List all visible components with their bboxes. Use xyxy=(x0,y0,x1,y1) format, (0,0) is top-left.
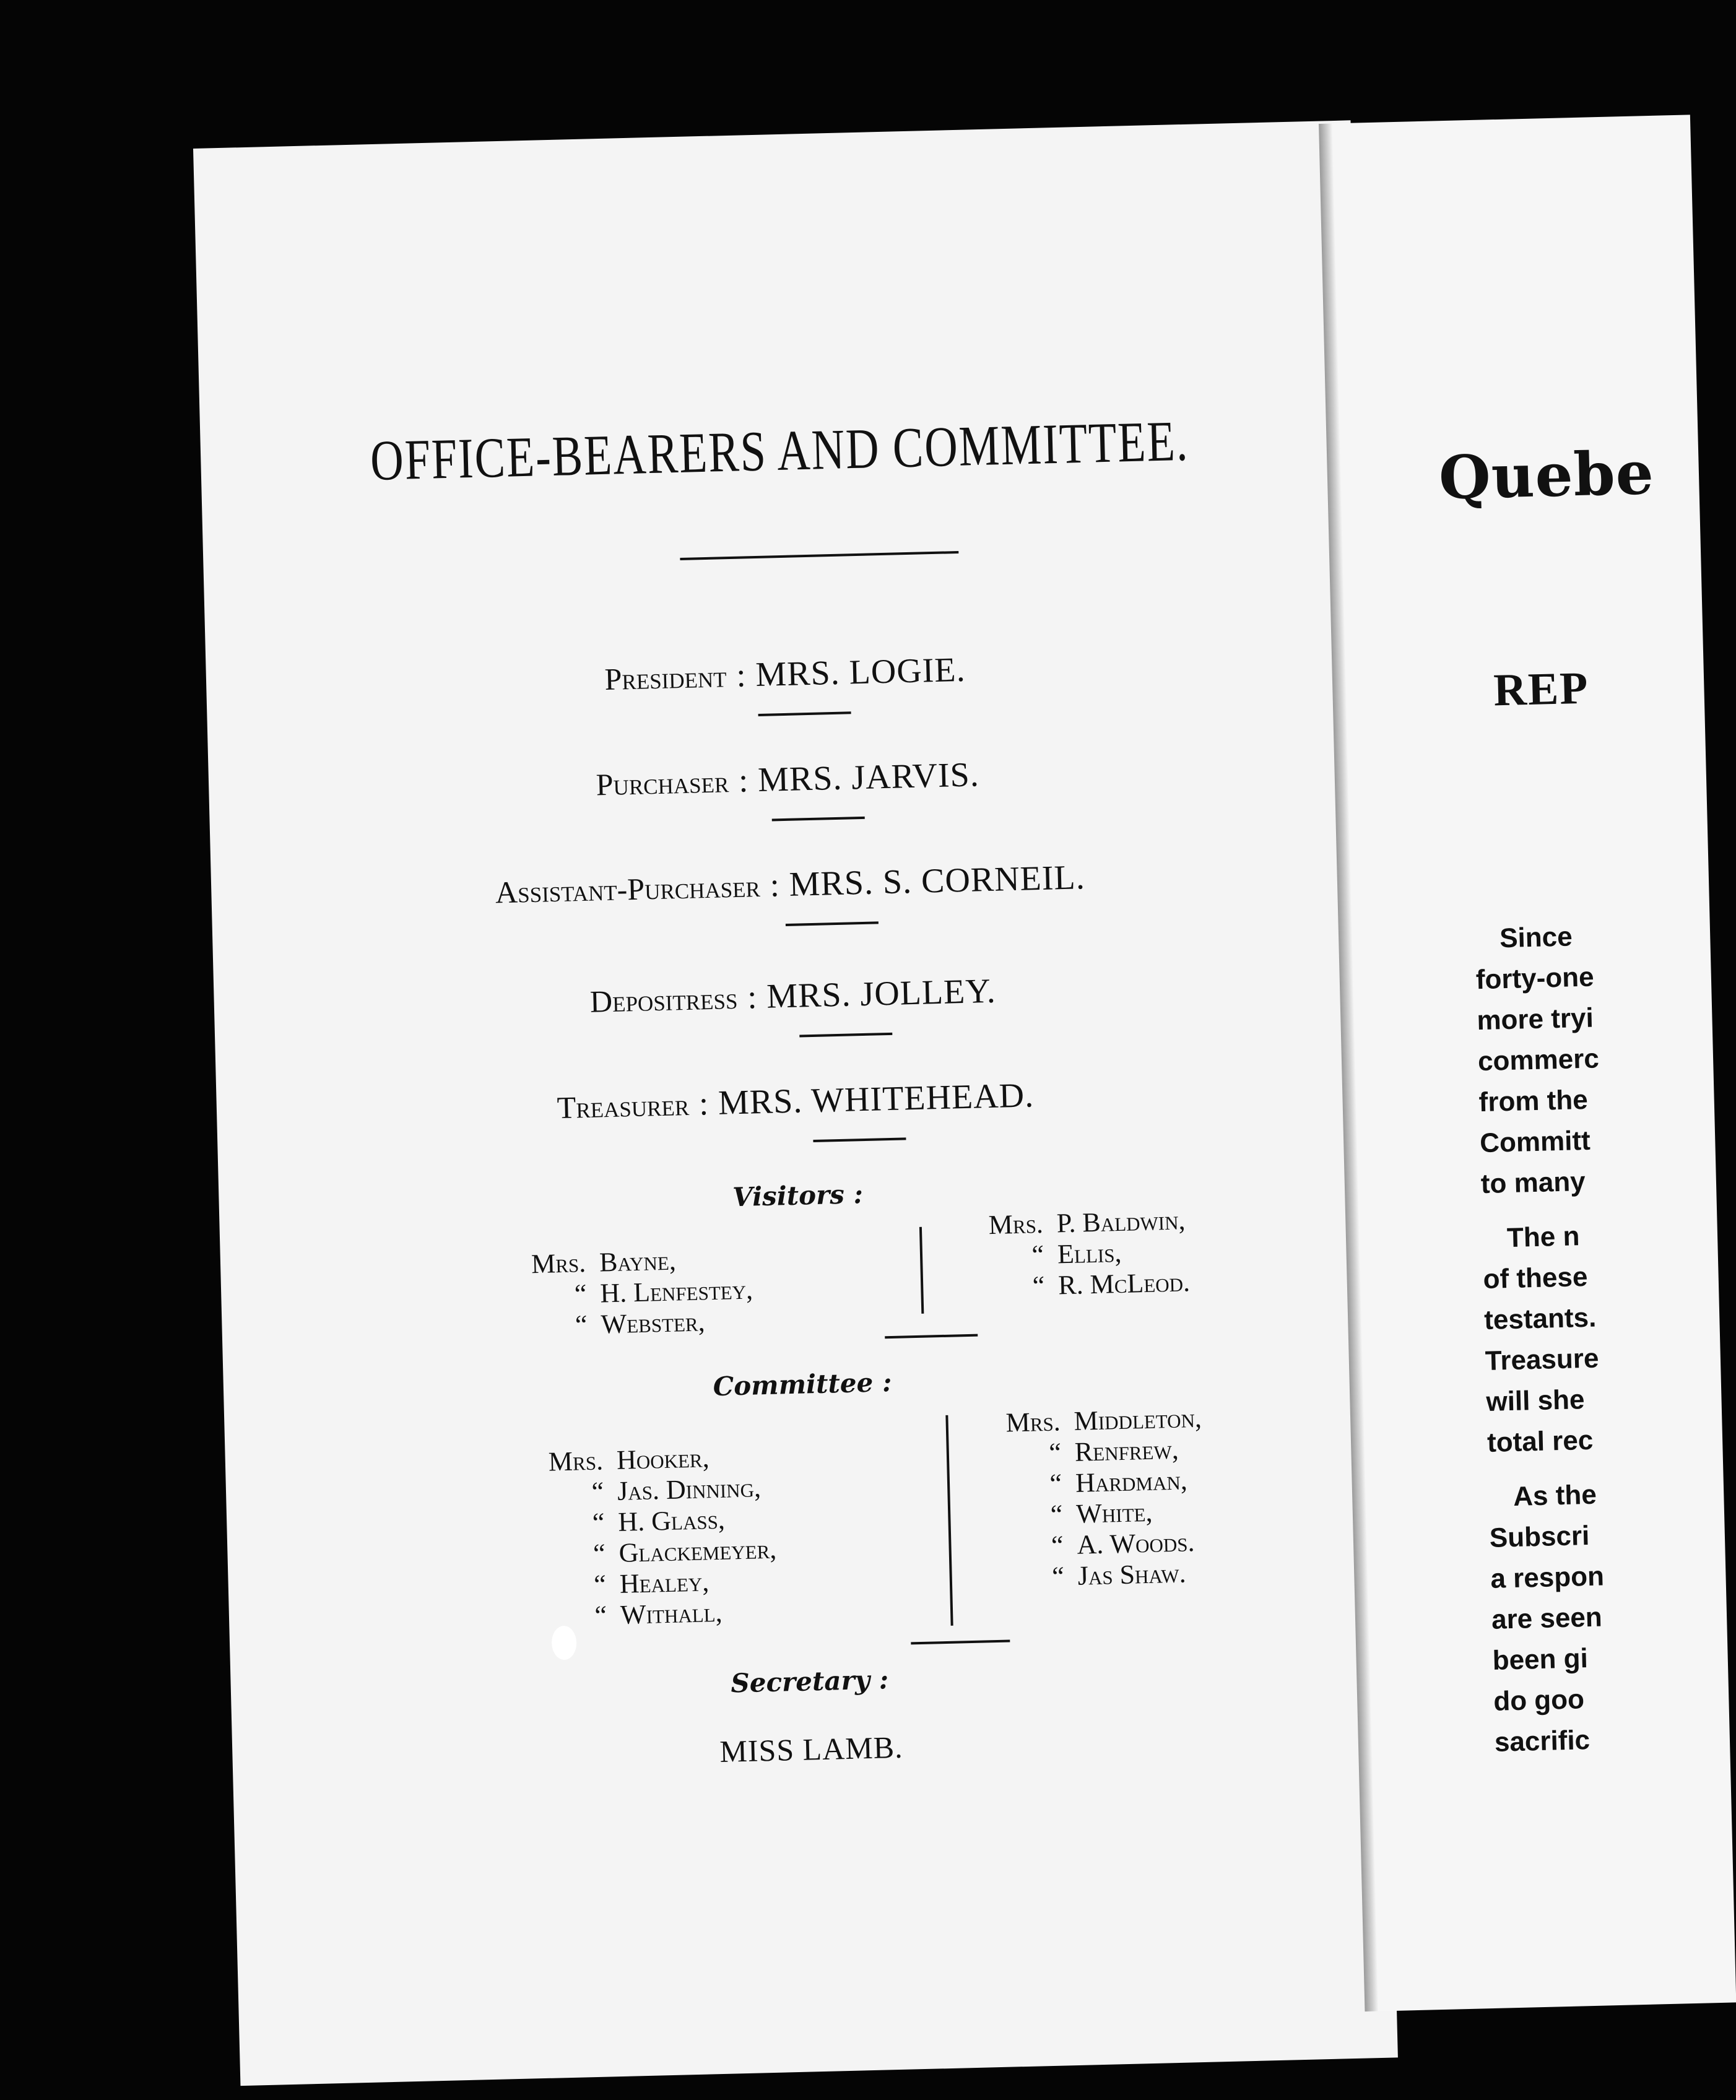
member-prefix: Mrs. xyxy=(531,1247,586,1280)
member-row xyxy=(989,1527,1205,1563)
office-separator: : xyxy=(747,978,757,1016)
text-line-fragment: Subscri xyxy=(1489,1521,1590,1553)
office-rule xyxy=(772,817,865,822)
member-row xyxy=(986,1403,1202,1439)
visitors-heading: Visitors : xyxy=(732,1179,864,1213)
member-row xyxy=(970,1267,1191,1303)
member-name: Renfrew, xyxy=(1074,1434,1179,1467)
committee-left-column xyxy=(528,1441,778,1633)
visitors-divider xyxy=(919,1227,924,1314)
text-line-fragment: Committ xyxy=(1479,1125,1591,1159)
secretary-heading: Secretary : xyxy=(730,1664,889,1699)
member-prefix: “ xyxy=(575,1309,588,1340)
office-holder-name: MRS. JOLLEY. xyxy=(766,971,997,1016)
page-title: OFFICE-BEARERS AND COMMITTEE. xyxy=(370,409,1190,493)
text-line-fragment: total rec xyxy=(1486,1425,1594,1458)
office-role: Assistant-Purchaser xyxy=(495,868,761,910)
text-line-fragment: will she xyxy=(1485,1384,1586,1417)
visitors-right-column xyxy=(968,1205,1190,1303)
text-line-fragment: forty-one xyxy=(1475,961,1595,996)
office-rule xyxy=(813,1137,906,1142)
member-name: Withall, xyxy=(620,1597,723,1630)
member-prefix: “ xyxy=(1032,1270,1045,1301)
member-prefix: “ xyxy=(591,1476,604,1507)
office-separator: : xyxy=(738,761,749,799)
member-name: P. Baldwin, xyxy=(1056,1205,1186,1239)
member-name: Glackemeyer, xyxy=(618,1534,777,1568)
member-prefix: “ xyxy=(1048,1437,1062,1468)
office-entry xyxy=(206,640,1365,708)
office-holder-name: MRS. WHITEHEAD. xyxy=(718,1076,1035,1122)
office-separator: : xyxy=(769,866,780,904)
office-rule xyxy=(786,921,879,926)
office-holder-name: MRS. LOGIE. xyxy=(755,650,966,695)
office-holder-name: MRS. JARVIS. xyxy=(757,755,980,800)
member-row xyxy=(513,1305,754,1342)
member-row xyxy=(529,1472,776,1509)
member-prefix: “ xyxy=(592,1538,606,1569)
member-prefix: “ xyxy=(1031,1239,1044,1270)
office-separator: : xyxy=(736,656,747,694)
visitors-left-column xyxy=(511,1243,754,1342)
right-page xyxy=(1319,115,1736,2011)
committee-rule xyxy=(911,1639,1010,1644)
member-name: R. McLeod. xyxy=(1057,1267,1191,1301)
office-entry xyxy=(209,745,1367,814)
member-prefix: “ xyxy=(1049,1468,1062,1499)
member-name: Hooker, xyxy=(616,1443,710,1475)
member-prefix: “ xyxy=(1050,1499,1063,1530)
text-line-fragment: The n xyxy=(1506,1221,1580,1254)
text-line-fragment: been gi xyxy=(1492,1643,1589,1676)
office-role: Purchaser xyxy=(596,764,729,802)
text-line-fragment: to many xyxy=(1480,1166,1586,1200)
member-name: Hardman, xyxy=(1075,1465,1188,1498)
left-page xyxy=(193,120,1398,2086)
title-divider xyxy=(680,551,958,560)
member-prefix: Mrs. xyxy=(548,1445,604,1477)
member-prefix: “ xyxy=(593,1569,607,1600)
paper-speck xyxy=(551,1626,576,1660)
text-line-fragment: from the xyxy=(1478,1084,1589,1118)
member-name: Jas Shaw. xyxy=(1077,1558,1187,1591)
member-row xyxy=(531,1534,777,1571)
text-line-fragment: sacrific xyxy=(1494,1725,1591,1758)
office-role: President xyxy=(604,659,727,697)
office-entry xyxy=(216,1067,1374,1135)
text-line-fragment: Treasure xyxy=(1485,1343,1599,1377)
member-row xyxy=(512,1274,753,1311)
member-prefix: “ xyxy=(592,1507,605,1538)
member-name: Middleton, xyxy=(1074,1402,1202,1436)
visitors-rule xyxy=(885,1334,978,1339)
member-row xyxy=(987,1465,1204,1501)
office-role: Treasurer xyxy=(557,1087,690,1126)
member-name: Healey, xyxy=(619,1566,710,1599)
office-entry xyxy=(214,962,1372,1030)
office-rule xyxy=(758,711,851,716)
member-row xyxy=(969,1236,1189,1272)
member-name: Webster, xyxy=(600,1306,706,1340)
text-line-fragment: Since xyxy=(1499,921,1573,954)
member-name: White, xyxy=(1075,1496,1153,1529)
office-entry xyxy=(211,851,1369,919)
office-holder-name: MRS. S. CORNEIL. xyxy=(788,858,1086,904)
right-page-text xyxy=(1474,916,1616,1763)
office-rule xyxy=(799,1033,892,1038)
member-row xyxy=(968,1205,1189,1241)
member-prefix: “ xyxy=(574,1278,587,1309)
member-prefix: “ xyxy=(594,1600,607,1631)
member-prefix: “ xyxy=(1051,1561,1065,1592)
member-prefix: Mrs. xyxy=(988,1208,1044,1241)
text-line-fragment: a respon xyxy=(1490,1561,1605,1594)
text-line-fragment: are seen xyxy=(1491,1602,1603,1635)
member-name: Ellis, xyxy=(1057,1237,1122,1270)
member-name: H. Glass, xyxy=(617,1504,726,1537)
text-line-fragment: more tryi xyxy=(1476,1002,1594,1036)
member-row xyxy=(988,1496,1204,1532)
member-name: H. Lenfestey, xyxy=(599,1274,753,1309)
member-name: A. Woods. xyxy=(1076,1527,1195,1560)
committee-heading: Committee : xyxy=(713,1367,892,1402)
committee-divider xyxy=(945,1415,953,1626)
office-role: Depositress xyxy=(589,980,738,1019)
member-row xyxy=(986,1434,1202,1470)
text-line-fragment: testants. xyxy=(1483,1302,1597,1336)
office-separator: : xyxy=(698,1085,709,1122)
member-name: Bayne, xyxy=(599,1245,677,1278)
right-page-title: Quebe xyxy=(1438,437,1656,513)
text-line-fragment: of these xyxy=(1483,1261,1588,1295)
member-row xyxy=(989,1558,1205,1594)
text-line-fragment: As the xyxy=(1512,1479,1597,1512)
right-page-heading: REP xyxy=(1493,662,1590,716)
text-line-fragment: commerc xyxy=(1477,1043,1600,1077)
member-prefix: Mrs. xyxy=(1005,1406,1061,1438)
secretary-name: MISS LAMB. xyxy=(719,1729,904,1769)
member-name: Jas. Dinning, xyxy=(617,1472,762,1506)
member-prefix: “ xyxy=(1051,1530,1064,1561)
text-line-fragment: do goo xyxy=(1493,1684,1585,1717)
committee-right-column xyxy=(986,1403,1205,1594)
